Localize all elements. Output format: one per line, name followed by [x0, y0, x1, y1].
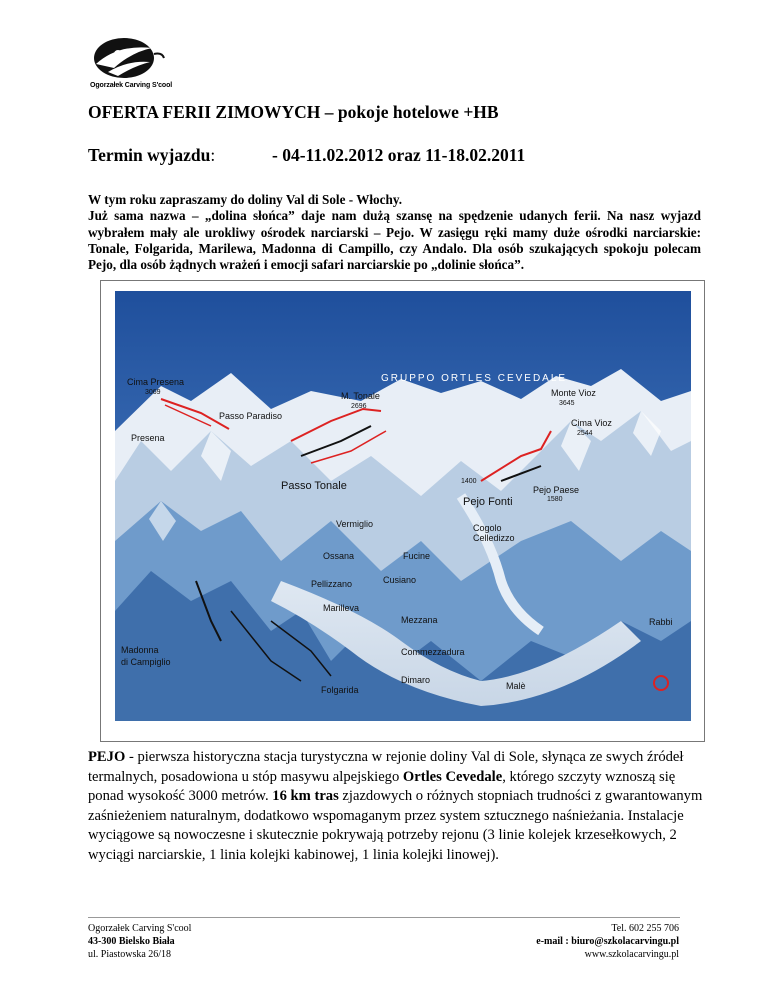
- pejo-text-1: - pierwsza historyczna stacja turystyczna w rejonie doliny Val di Sole, słynąca ze swych źródeł termalnych, posadowiona u stóp masywu alpejskiego: [88, 749, 684, 785]
- map-place-pejo-fonti: Pejo Fonti: [463, 496, 513, 508]
- pejo-lead: PEJO: [88, 749, 126, 765]
- km-trails: 16 km tras: [272, 788, 339, 804]
- map-place-vermiglio: Vermiglio: [336, 519, 374, 529]
- map-place-dimaro: Dimaro: [401, 675, 431, 685]
- map-place-fucine: Fucine: [403, 551, 431, 561]
- map-place-passo-tonale: Passo Tonale: [281, 480, 347, 492]
- map-place-campiglio: di Campiglio: [121, 657, 171, 667]
- term-label: [88, 145, 215, 166]
- page-title: OFERTA FERII ZIMOWYCH – pokoje hotelowe +HB: [88, 102, 499, 122]
- footer-phone: Tel. 602 255 706: [611, 923, 679, 934]
- ski-map: [100, 280, 705, 742]
- footer-website[interactable]: www.szkolacarvingu.pl: [584, 949, 679, 960]
- map-place-presena: Presena: [131, 433, 165, 443]
- map-place-pejo-paese: Pejo Paese: [533, 485, 580, 495]
- term-colon: :: [210, 145, 216, 165]
- pejo-text-3: zjazdowych o różnych stopniach trudności z gwarantowanym zaśnieżeniem naturalnym, dodatkowo wspomaganym przez system sztucznego naśnieżania. Instalacje wyciągowe są nowoczesne i skutecznie pokrywają potrzeby rejonu (3 linie kolejek krzesełkowych, 2 wyciągi narciarskie, 1 linia kolejki kabinowej, 1 linia kolejki linowej).: [88, 788, 703, 863]
- footer-email[interactable]: e-mail : biuro@szkolacarvingu.pl: [536, 936, 679, 947]
- map-group-label: GRUPPO ORTLES CEVEDALE: [381, 373, 568, 384]
- intro-text: [88, 192, 701, 273]
- map-place-commezzadura: Commezzadura: [401, 647, 465, 657]
- map-peak-tonale: M. Tonale: [341, 391, 380, 401]
- footer-address: [88, 922, 191, 961]
- map-peak-presena-alt: 3069: [145, 389, 161, 396]
- term-label-text: Termin wyjazdu: [88, 145, 211, 165]
- pejo-text-2: , którego szczyty wznoszą się ponad wysokość 3000 metrów.: [88, 768, 676, 804]
- intro-line-1: W tym roku zapraszamy do doliny Val di Sole - Włochy.: [88, 192, 402, 207]
- map-peak-vioz-alt: 3645: [559, 400, 575, 407]
- map-place-mezzana: Mezzana: [401, 615, 438, 625]
- footer-city: 43-300 Bielsko Biała: [88, 936, 175, 947]
- footer-contact: [536, 922, 679, 961]
- map-place-rabbi: Rabbi: [649, 617, 673, 627]
- map-place-passo-paradiso: Passo Paradiso: [219, 411, 283, 421]
- map-place-pellizzano: Pellizzano: [311, 579, 353, 589]
- map-peak-cima-vioz-alt: 2544: [577, 430, 593, 437]
- map-peak-presena: Cima Presena: [127, 377, 185, 387]
- map-peak-tonale-alt: 2696: [351, 403, 367, 410]
- ortles-cevedale: Ortles Cevedale: [402, 768, 503, 785]
- footer-divider: [88, 917, 680, 918]
- map-place-marilleva: Marilleva: [323, 603, 360, 613]
- pejo-description: [88, 748, 706, 865]
- term-dates: - 04-11.02.2012 oraz 11-18.02.2011: [272, 145, 526, 165]
- footer-company: Ogorzałek Carving S'cool: [88, 923, 192, 934]
- map-place-pejo-paese-alt: 1580: [547, 496, 563, 503]
- map-peak-cima-vioz: Cima Vioz: [571, 418, 612, 428]
- map-peak-vioz: Monte Vioz: [551, 388, 596, 398]
- map-place-ossana: Ossana: [323, 551, 355, 561]
- footer-street: ul. Piastowska 26/18: [88, 949, 172, 960]
- map-place-cusiano: Cusiano: [383, 575, 417, 585]
- intro-paragraph: Już sama nazwa – „dolina słońca” daje nam dużą szansę na spędzenie udanych ferii. Na nasz wyjazd wybrałem mały ale urokliwy ośrodek narciarski – Pejo. W zasięgu ręki mamy duże ośrodki narciarskie: Tonale, Folgarida, Marilewa, Madonna di Campillo, czy Andalo. Dla osób szukających spokoju polecam Pejo, dla osób żądnych wrażeń i emocji safari narciarskie po „dolinie słońca”.: [88, 208, 701, 273]
- map-place-folgarida: Folgarida: [321, 685, 359, 695]
- map-place-madonna: Madonna: [121, 645, 159, 655]
- logo-text: Ogorzałek Carving S'cool: [90, 82, 173, 89]
- map-place-male: Malè: [506, 681, 526, 691]
- map-place-celledizzo: Celledizzo: [473, 533, 515, 543]
- map-place-cogolo: Cogolo: [473, 523, 502, 533]
- ski-map-illustration: [101, 281, 704, 741]
- map-place-pejo-fonti-alt: 1400: [461, 478, 477, 485]
